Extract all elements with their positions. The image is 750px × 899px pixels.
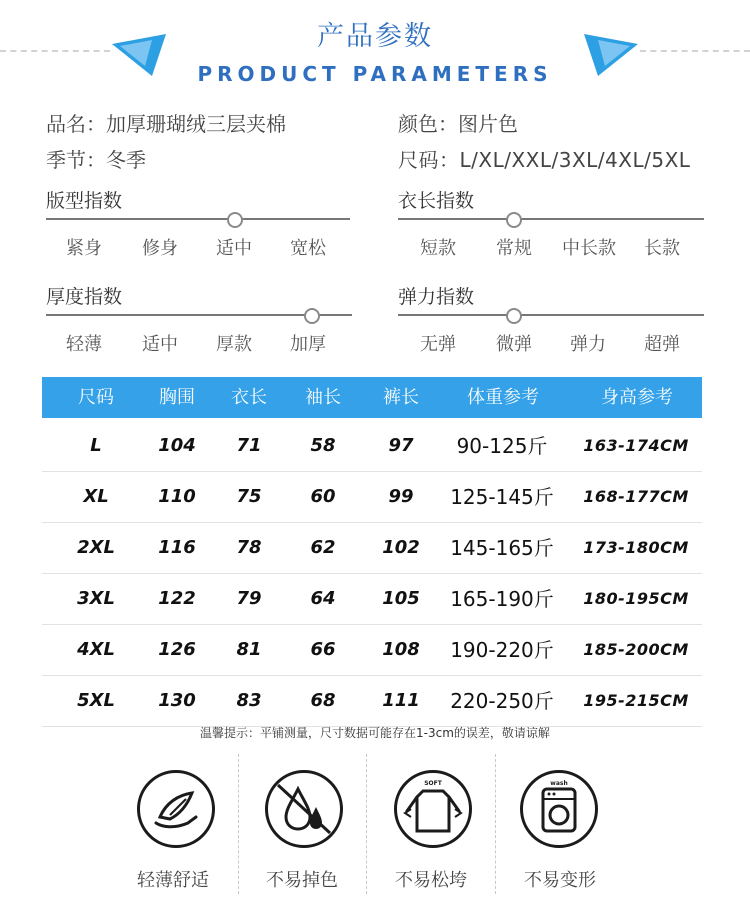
cell-weight: 125-145斤 (450, 485, 554, 509)
length-option: 长款 (644, 238, 680, 259)
cell-pants: 108 (382, 639, 420, 660)
cell-weight: 90-125斤 (456, 434, 548, 458)
droplet-icon (265, 770, 343, 848)
fit-option: 适中 (216, 238, 252, 259)
cell-height: 180-195CM (583, 589, 689, 608)
header-pants: 裤长 (383, 387, 419, 408)
fit-index-title: 版型指数 (46, 190, 123, 212)
cell-sleeve: 58 (310, 435, 336, 456)
product-sizes: 尺码：L/XL/XXL/3XL/4XL/5XL (398, 148, 691, 172)
feature-label: 不易松垮 (395, 870, 467, 891)
cell-height: 195-215CM (583, 691, 689, 710)
product-name: 品名：加厚珊瑚绒三层夹棉 (46, 112, 286, 136)
cell-sleeve: 66 (310, 639, 336, 660)
header-weight: 体重参考 (467, 387, 539, 408)
header-size: 尺码 (78, 387, 114, 408)
wash-icon-text: wash (550, 780, 568, 787)
measurement-note: 温馨提示：平铺测量，尺寸数据可能存在1-3cm的误差，敬请谅解 (200, 726, 550, 740)
cell-size: 2XL (77, 537, 115, 558)
cell-pants: 99 (388, 486, 414, 507)
cell-chest: 122 (158, 588, 196, 609)
header-chest: 胸围 (159, 387, 195, 408)
elasticity-option: 微弹 (496, 334, 532, 355)
cell-length: 79 (236, 588, 262, 609)
fit-index-marker (227, 212, 243, 228)
cell-pants: 97 (388, 435, 414, 456)
cell-size: 4XL (77, 639, 115, 660)
soft-shirt-icon (394, 770, 472, 848)
elasticity-option: 超弹 (644, 334, 680, 355)
feather-hand-icon (137, 770, 215, 848)
product-color: 颜色：图片色 (398, 112, 518, 136)
length-index-scale (398, 218, 704, 220)
cell-weight: 190-220斤 (450, 638, 554, 662)
cell-chest: 104 (158, 435, 196, 456)
cell-length: 81 (236, 639, 262, 660)
cell-pants: 105 (382, 588, 420, 609)
elasticity-option: 无弹 (420, 334, 456, 355)
cell-length: 75 (236, 486, 262, 507)
page-title: 产品参数 (317, 21, 433, 52)
cell-length: 71 (236, 435, 262, 456)
soft-icon-text: SOFT (424, 780, 442, 787)
feature-label: 不易变形 (524, 870, 596, 891)
feature-label: 不易掉色 (266, 870, 338, 891)
cell-height: 173-180CM (583, 538, 689, 557)
product-season: 季节：冬季 (46, 148, 146, 172)
cell-sleeve: 64 (310, 588, 336, 609)
thickness-option: 厚款 (216, 334, 252, 355)
elasticity-index-marker (506, 308, 522, 324)
cell-sleeve: 68 (310, 690, 336, 711)
cell-chest: 110 (158, 486, 196, 507)
length-option: 短款 (420, 238, 456, 259)
thickness-option: 适中 (142, 334, 178, 355)
length-index-title: 衣长指数 (398, 190, 475, 212)
cell-height: 163-174CM (583, 436, 689, 455)
length-option: 常规 (496, 238, 532, 259)
washing-machine-icon (520, 770, 598, 848)
cell-size: XL (83, 486, 109, 507)
header-length: 衣长 (231, 387, 267, 408)
feature-label: 轻薄舒适 (137, 870, 209, 891)
cell-pants: 111 (382, 690, 420, 711)
page-subtitle: PRODUCT PARAMETERS (197, 62, 553, 86)
cell-size: 5XL (77, 690, 115, 711)
fit-option: 修身 (142, 238, 178, 259)
thickness-option: 加厚 (290, 334, 326, 355)
fit-option: 紧身 (66, 238, 102, 259)
elasticity-index-scale (398, 314, 704, 316)
length-index-marker (506, 212, 522, 228)
cell-length: 78 (236, 537, 262, 558)
thickness-option: 轻薄 (66, 334, 102, 355)
cell-chest: 116 (158, 537, 196, 558)
cell-pants: 102 (382, 537, 420, 558)
length-option: 中长款 (562, 238, 616, 259)
elasticity-index-title: 弹力指数 (398, 286, 475, 308)
fit-option: 宽松 (290, 238, 326, 259)
header-height: 身高参考 (601, 387, 673, 408)
cell-weight: 145-165斤 (450, 536, 554, 560)
cell-chest: 126 (158, 639, 196, 660)
cell-sleeve: 62 (310, 537, 336, 558)
cell-chest: 130 (158, 690, 196, 711)
cell-weight: 165-190斤 (450, 587, 554, 611)
thickness-index-marker (304, 308, 320, 324)
elasticity-option: 弹力 (570, 334, 606, 355)
cell-length: 83 (236, 690, 262, 711)
cell-size: L (90, 435, 102, 456)
fit-index-scale (46, 218, 350, 220)
cell-size: 3XL (77, 588, 115, 609)
header-sleeve: 袖长 (305, 387, 341, 408)
cell-height: 168-177CM (583, 487, 689, 506)
cell-weight: 220-250斤 (450, 689, 554, 713)
cell-height: 185-200CM (583, 640, 689, 659)
cell-sleeve: 60 (310, 486, 336, 507)
thickness-index-title: 厚度指数 (46, 286, 123, 308)
